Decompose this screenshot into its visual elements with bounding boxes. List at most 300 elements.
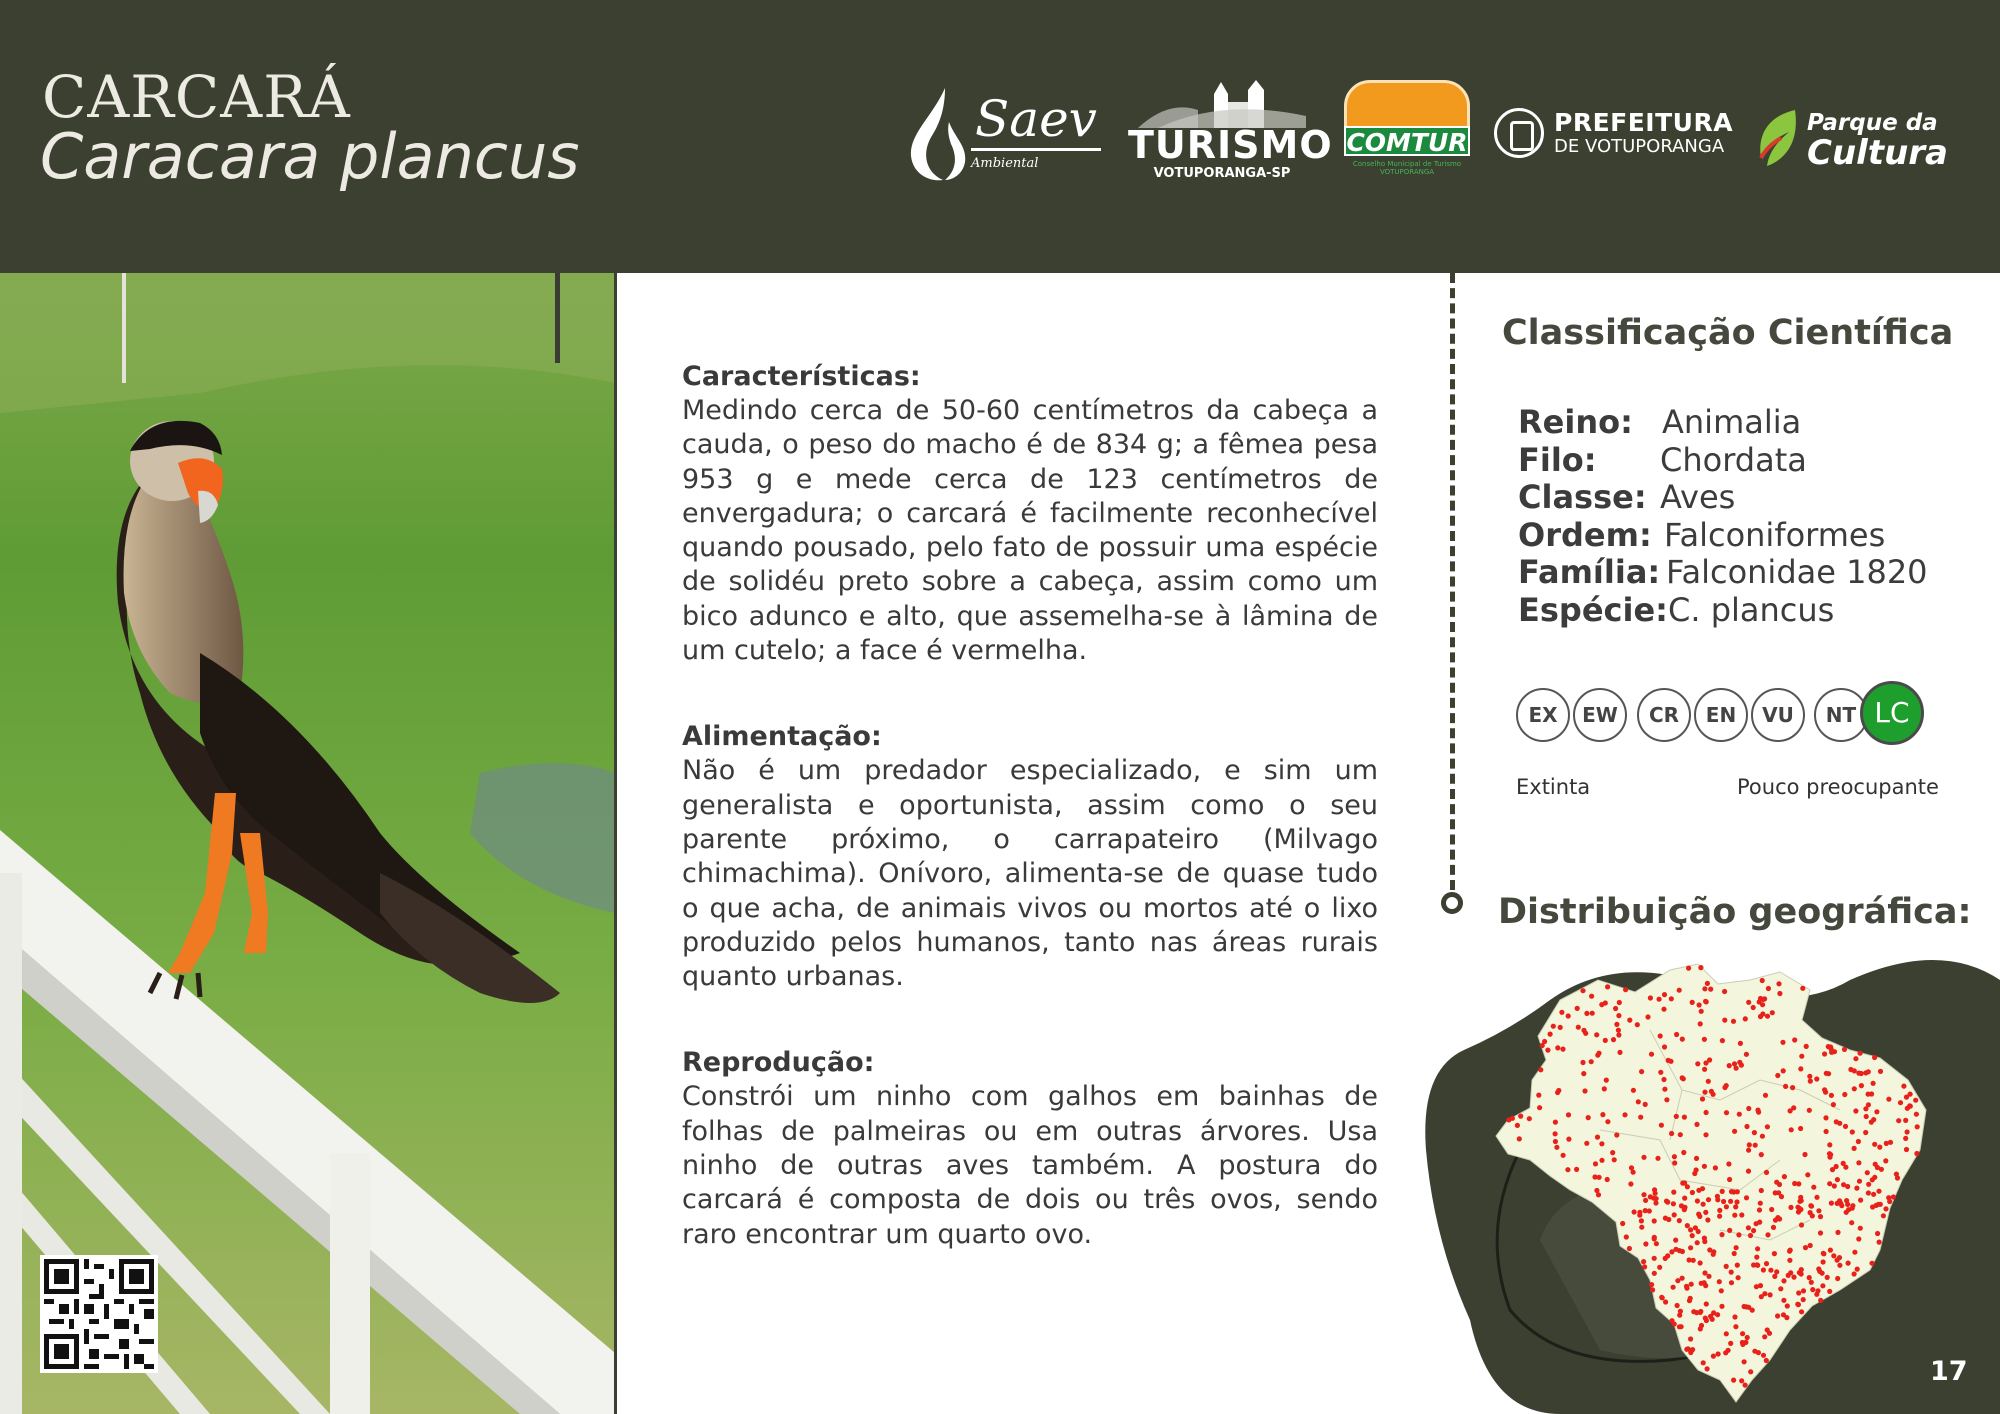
- occurrence-dot: [1872, 1055, 1877, 1060]
- occurrence-dot: [1662, 1044, 1667, 1049]
- occurrence-dot: [1684, 1284, 1689, 1289]
- occurrence-dot: [1822, 1051, 1827, 1056]
- occurrence-dot: [1575, 1006, 1580, 1011]
- occurrence-dot: [1789, 1127, 1794, 1132]
- occurrence-dot: [1827, 1181, 1832, 1186]
- distribution-title: Distribuição geográfica:: [1498, 892, 1972, 932]
- occurrence-dot: [1565, 1167, 1570, 1172]
- occurrence-dot: [1914, 1151, 1919, 1156]
- occurrence-dot: [1853, 1108, 1858, 1113]
- occurrence-dot: [1771, 1225, 1776, 1230]
- occurrence-dot: [1643, 1241, 1648, 1246]
- occurrence-dot: [1856, 1236, 1861, 1241]
- occurrence-dot: [1702, 1270, 1707, 1275]
- occurrence-dot: [1738, 1041, 1743, 1046]
- occurrence-dot: [1835, 1177, 1840, 1182]
- occurrence-dot: [1810, 1213, 1815, 1218]
- occurrence-dot: [1589, 1059, 1594, 1064]
- qr-code-icon: [44, 1259, 154, 1369]
- occurrence-dot: [1822, 1087, 1827, 1092]
- occurrence-dot: [1798, 1207, 1803, 1212]
- occurrence-dot: [1719, 1304, 1724, 1309]
- occurrence-dot: [1719, 1288, 1724, 1293]
- occurrence-dot: [1506, 1117, 1511, 1122]
- occurrence-dot: [1554, 1145, 1559, 1150]
- occurrence-dot: [1801, 1288, 1806, 1293]
- classification-row-filo: [1518, 440, 1807, 480]
- occurrence-dot: [1908, 1092, 1913, 1097]
- prefeitura-line2: DE VOTUPORANGA: [1554, 136, 1725, 157]
- occurrence-dot: [1786, 1273, 1791, 1278]
- occurrence-dot: [1875, 1231, 1880, 1236]
- occurrence-dot: [1829, 1093, 1834, 1098]
- saev-subtitle: Ambiental: [971, 156, 1039, 171]
- occurrence-dot: [1638, 1115, 1643, 1120]
- occurrence-dot: [1764, 1170, 1769, 1175]
- reproducao-text: Constrói um ninho com galhos em bainhas de folhas de palmeiras ou em outras árvores. Usa ninho de outras aves também. A postura do carcará é composta de dois ou três ovos, sendo raro encontrar um quarto ovo.: [682, 1081, 1378, 1250]
- occurrence-dot: [1772, 1274, 1777, 1279]
- occurrence-dot: [1874, 1109, 1879, 1114]
- occurrence-dot: [1881, 1213, 1886, 1218]
- occurrence-dot: [1791, 1275, 1796, 1280]
- occurrence-dot: [1799, 1309, 1804, 1314]
- occurrence-dot: [1877, 1145, 1882, 1150]
- occurrence-dot: [1641, 1155, 1646, 1160]
- occurrence-dot: [1826, 1071, 1831, 1076]
- occurrence-dot: [1518, 1114, 1523, 1119]
- occurrence-dot: [1808, 1079, 1813, 1084]
- occurrence-dot: [1566, 1112, 1571, 1117]
- occurrence-dot: [1688, 1245, 1693, 1250]
- occurrence-dot: [1762, 1334, 1767, 1339]
- occurrence-dot: [1664, 1199, 1669, 1204]
- comtur-logo: [1344, 80, 1470, 176]
- occurrence-dot: [1837, 1263, 1842, 1268]
- occurrence-dot: [1728, 1341, 1733, 1346]
- occurrence-dot: [1703, 999, 1708, 1004]
- occurrence-dot: [1715, 1312, 1720, 1317]
- occurrence-dot: [1792, 1181, 1797, 1186]
- occurrence-dot: [1837, 1198, 1842, 1203]
- occurrence-dot: [1560, 1047, 1565, 1052]
- occurrence-dot: [1517, 1136, 1522, 1141]
- occurrence-dot: [1835, 1230, 1840, 1235]
- occurrence-dot: [1827, 1142, 1832, 1147]
- occurrence-dot: [1807, 1108, 1812, 1113]
- occurrence-dot: [1866, 1190, 1871, 1195]
- occurrence-dot: [1668, 1059, 1673, 1064]
- occurrence-dot: [1869, 1261, 1874, 1266]
- city-seal-icon: [1494, 108, 1544, 158]
- classification-value: Chordata: [1660, 440, 1807, 479]
- occurrence-dot: [1853, 1056, 1858, 1061]
- section-alimentacao: [682, 720, 1378, 994]
- occurrence-dot: [1755, 1262, 1760, 1267]
- occurrence-dot: [1623, 987, 1628, 992]
- occurrence-dot: [1720, 1038, 1725, 1043]
- occurrence-dot: [1705, 981, 1710, 986]
- occurrence-dot: [1815, 1288, 1820, 1293]
- occurrence-dot: [1820, 1283, 1825, 1288]
- occurrence-dot: [1717, 1208, 1722, 1213]
- occurrence-dot: [1816, 1208, 1821, 1213]
- occurrence-dot: [1817, 1269, 1822, 1274]
- occurrence-dot: [1678, 1132, 1683, 1137]
- occurrence-dot: [1742, 1304, 1747, 1309]
- occurrence-dot: [1801, 1297, 1806, 1302]
- occurrence-dot: [1679, 1324, 1684, 1329]
- occurrence-dot: [1698, 1021, 1703, 1026]
- occurrence-dot: [1798, 1126, 1803, 1131]
- occurrence-dot: [1795, 1302, 1800, 1307]
- occurrence-dot: [1904, 1147, 1909, 1152]
- occurrence-dot: [1690, 1000, 1695, 1005]
- occurrence-dot: [1682, 1196, 1687, 1201]
- occurrence-dot: [1835, 1276, 1840, 1281]
- status-badge-en: EN: [1694, 688, 1748, 742]
- occurrence-dot: [1515, 1123, 1520, 1128]
- classification-key: Classe:: [1518, 478, 1647, 516]
- occurrence-dot: [1737, 1112, 1742, 1117]
- occurrence-dot: [1760, 978, 1765, 983]
- occurrence-dot: [1772, 1251, 1777, 1256]
- occurrence-dot: [1637, 1213, 1642, 1218]
- occurrence-dot: [1542, 1039, 1547, 1044]
- occurrence-dot: [1798, 1066, 1803, 1071]
- occurrence-dot: [1805, 1172, 1810, 1177]
- occurrence-dot: [1545, 1048, 1550, 1053]
- occurrence-dot: [1777, 991, 1782, 996]
- occurrence-dot: [1732, 1314, 1737, 1319]
- occurrence-dot: [1536, 1093, 1541, 1098]
- occurrence-dot: [1866, 1092, 1871, 1097]
- occurrence-dot: [1555, 1045, 1560, 1050]
- occurrence-dot: [1675, 1303, 1680, 1308]
- occurrence-dot: [1614, 1132, 1619, 1137]
- occurrence-dot: [1872, 1142, 1877, 1147]
- status-badge-nt: NT: [1814, 688, 1868, 742]
- occurrence-dot: [1648, 1194, 1653, 1199]
- occurrence-dot: [1673, 1238, 1678, 1243]
- occurrence-dot: [1736, 1232, 1741, 1237]
- occurrence-dot: [1617, 1000, 1622, 1005]
- occurrence-dot: [1731, 1378, 1736, 1383]
- species-common-name: CARCARÁ: [42, 63, 351, 131]
- occurrence-dot: [1613, 1006, 1618, 1011]
- occurrence-dot: [1696, 1212, 1701, 1217]
- occurrence-dot: [1775, 1073, 1780, 1078]
- occurrence-dot: [1715, 1194, 1720, 1199]
- occurrence-dot: [1886, 1097, 1891, 1102]
- occurrence-dot: [1746, 1169, 1751, 1174]
- occurrence-dot: [1666, 1217, 1671, 1222]
- occurrence-dot: [1781, 1298, 1786, 1303]
- occurrence-dot: [1852, 1146, 1857, 1151]
- occurrence-dot: [1744, 1052, 1749, 1057]
- occurrence-dot: [1913, 1098, 1918, 1103]
- occurrence-dot: [1849, 1220, 1854, 1225]
- occurrence-dot: [1695, 1061, 1700, 1066]
- occurrence-dot: [1871, 1081, 1876, 1086]
- status-label-low: Extinta: [1516, 775, 1591, 799]
- classification-title: Classificação Científica: [1502, 313, 1954, 353]
- occurrence-dot: [1732, 1129, 1737, 1134]
- occurrence-dot: [1682, 1180, 1687, 1185]
- occurrence-dot: [1765, 1327, 1770, 1332]
- occurrence-dot: [1825, 1275, 1830, 1280]
- occurrence-dot: [1734, 1066, 1739, 1071]
- occurrence-dot: [1785, 1303, 1790, 1308]
- occurrence-dot: [1702, 1037, 1707, 1042]
- occurrence-dot: [1788, 1205, 1793, 1210]
- occurrence-dot: [1561, 1153, 1566, 1158]
- occurrence-dot: [1702, 986, 1707, 991]
- status-badge-lc-current: LC: [1860, 681, 1924, 745]
- occurrence-dot: [1672, 1212, 1677, 1217]
- photo-border: [614, 273, 617, 1414]
- classification-row-ordem: [1518, 515, 1886, 555]
- occurrence-dot: [1704, 1301, 1709, 1306]
- occurrence-dot: [1605, 1177, 1610, 1182]
- occurrence-dot: [1896, 1118, 1901, 1123]
- occurrence-dot: [1595, 1135, 1600, 1140]
- occurrence-dot: [1697, 1002, 1702, 1007]
- occurrence-dot: [1850, 1129, 1855, 1134]
- occurrence-dot: [1898, 1100, 1903, 1105]
- occurrence-dot: [1808, 1203, 1813, 1208]
- occurrence-dot: [1703, 1132, 1708, 1137]
- occurrence-dot: [1581, 1071, 1586, 1076]
- occurrence-dot: [1827, 1289, 1832, 1294]
- occurrence-dot: [1642, 1264, 1647, 1269]
- species-scientific-name: Caracara plancus: [40, 120, 580, 193]
- occurrence-dot: [1863, 1130, 1868, 1135]
- occurrence-dot: [1746, 1225, 1751, 1230]
- occurrence-dot: [1807, 1074, 1812, 1079]
- occurrence-dot: [1769, 1207, 1774, 1212]
- occurrence-dot: [1655, 1156, 1660, 1161]
- occurrence-dot: [1690, 1190, 1695, 1195]
- occurrence-dot: [1728, 1199, 1733, 1204]
- classification-key: Ordem:: [1518, 515, 1652, 554]
- occurrence-dot: [1878, 1069, 1883, 1074]
- occurrence-dot: [1652, 1218, 1657, 1223]
- occurrence-dot: [1773, 1218, 1778, 1223]
- occurrence-dot: [1781, 1068, 1786, 1073]
- status-label-high: Pouco preocupante: [1737, 775, 1939, 799]
- occurrence-dot: [1720, 1189, 1725, 1194]
- occurrence-dot: [1729, 1280, 1734, 1285]
- occurrence-dot: [1641, 1259, 1646, 1264]
- classification-row-especie: [1518, 590, 1835, 630]
- brazil-distribution-map: [1420, 940, 2000, 1414]
- occurrence-dot: [1548, 1032, 1553, 1037]
- occurrence-dot: [1617, 1050, 1622, 1055]
- occurrence-dot: [1662, 992, 1667, 997]
- occurrence-dot: [1724, 1264, 1729, 1269]
- occurrence-dot: [1689, 1282, 1694, 1287]
- occurrence-dot: [1774, 1269, 1779, 1274]
- occurrence-dot: [1832, 1183, 1837, 1188]
- occurrence-dot: [1610, 1150, 1615, 1155]
- classification-key: Reino:: [1518, 403, 1633, 441]
- occurrence-dot: [1663, 1256, 1668, 1261]
- occurrence-dot: [1713, 1165, 1718, 1170]
- classification-key: Família:: [1518, 553, 1661, 591]
- occurrence-dot: [1682, 1115, 1687, 1120]
- occurrence-dot: [1616, 1013, 1621, 1018]
- occurrence-dot: [1846, 1207, 1851, 1212]
- occurrence-dot: [1553, 1139, 1558, 1144]
- occurrence-dot: [1590, 1011, 1595, 1016]
- occurrence-dot: [1803, 1245, 1808, 1250]
- occurrence-dot: [1759, 1188, 1764, 1193]
- occurrence-dot: [1766, 986, 1771, 991]
- occurrence-dot: [1652, 1235, 1657, 1240]
- occurrence-dot: [1759, 1152, 1764, 1157]
- occurrence-dot: [1799, 1054, 1804, 1059]
- occurrence-dot: [1745, 1335, 1750, 1340]
- occurrence-dot: [1856, 1160, 1861, 1165]
- prefeitura-line1: PREFEITURA: [1554, 108, 1734, 137]
- occurrence-dot: [1614, 1022, 1619, 1027]
- occurrence-dot: [1828, 1248, 1833, 1253]
- occurrence-dot: [1704, 1110, 1709, 1115]
- occurrence-dot: [1798, 1195, 1803, 1200]
- occurrence-dot: [1671, 1190, 1676, 1195]
- occurrence-dot: [1739, 1378, 1744, 1383]
- occurrence-dot: [1695, 1198, 1700, 1203]
- occurrence-dot: [1664, 1097, 1669, 1102]
- classification-value: Falconidae 1820: [1666, 553, 1928, 591]
- occurrence-dot: [1751, 1228, 1756, 1233]
- status-badge-ew: EW: [1573, 688, 1627, 742]
- occurrence-dot: [1852, 1250, 1857, 1255]
- occurrence-dot: [1576, 1025, 1581, 1030]
- occurrence-dot: [1858, 1198, 1863, 1203]
- occurrence-dot: [1776, 981, 1781, 986]
- occurrence-dot: [1736, 1275, 1741, 1280]
- occurrence-dot: [1643, 1198, 1648, 1203]
- occurrence-dot: [1765, 1014, 1770, 1019]
- occurrence-dot: [1659, 1123, 1664, 1128]
- occurrence-dot: [1595, 1053, 1600, 1058]
- occurrence-dot: [1850, 1203, 1855, 1208]
- prefeitura-logo: [1494, 106, 1734, 162]
- occurrence-dot: [1574, 1167, 1579, 1172]
- status-badge-vu: VU: [1751, 688, 1805, 742]
- occurrence-dot: [1629, 1165, 1634, 1170]
- occurrence-dot: [1866, 1182, 1871, 1187]
- occurrence-dot: [1694, 1167, 1699, 1172]
- occurrence-dot: [1760, 1134, 1765, 1139]
- vertical-divider: [1450, 273, 1455, 890]
- classification-row-reino: [1518, 403, 1802, 442]
- occurrence-dot: [1722, 1085, 1727, 1090]
- occurrence-dot: [1891, 1194, 1896, 1199]
- occurrence-dot: [1757, 1207, 1762, 1212]
- occurrence-dot: [1800, 986, 1805, 991]
- occurrence-dot: [1841, 1161, 1846, 1166]
- occurrence-dot: [1903, 1118, 1908, 1123]
- occurrence-dot: [1727, 1228, 1732, 1233]
- occurrence-dot: [1603, 1000, 1608, 1005]
- occurrence-dot: [1631, 1088, 1636, 1093]
- occurrence-dot: [1690, 1347, 1695, 1352]
- occurrence-dot: [1603, 1038, 1608, 1043]
- occurrence-dot: [1596, 1192, 1601, 1197]
- occurrence-dot: [1903, 1136, 1908, 1141]
- occurrence-dot: [1594, 1032, 1599, 1037]
- occurrence-dot: [1732, 1213, 1737, 1218]
- occurrence-dot: [1704, 1318, 1709, 1323]
- occurrence-dot: [1831, 1102, 1836, 1107]
- comtur-subtitle-line2: VOTUPORANGA: [1379, 168, 1435, 177]
- occurrence-dot: [1566, 1137, 1571, 1142]
- qr-code[interactable]: [40, 1255, 158, 1373]
- occurrence-dot: [1674, 1114, 1679, 1119]
- occurrence-dot: [1652, 1271, 1657, 1276]
- description-column: [682, 360, 1378, 1304]
- occurrence-dot: [1589, 994, 1594, 999]
- occurrence-dot: [1551, 1024, 1556, 1029]
- occurrence-dot: [1821, 1251, 1826, 1256]
- occurrence-dot: [1685, 1223, 1690, 1228]
- occurrence-dot: [1757, 1220, 1762, 1225]
- occurrence-dot: [1865, 1170, 1870, 1175]
- occurrence-dot: [1659, 1295, 1664, 1300]
- occurrence-dot: [1907, 1103, 1912, 1108]
- occurrence-dot: [1553, 1120, 1558, 1125]
- occurrence-dot: [1863, 1106, 1868, 1111]
- occurrence-dot: [1700, 1096, 1705, 1101]
- occurrence-dot: [1752, 1130, 1757, 1135]
- occurrence-dot: [1807, 1275, 1812, 1280]
- leaf-icon: [1755, 108, 1801, 168]
- occurrence-dot: [1702, 1067, 1707, 1072]
- occurrence-dot: [1830, 1167, 1835, 1172]
- occurrence-dot: [1787, 1258, 1792, 1263]
- occurrence-dot: [1824, 1129, 1829, 1134]
- occurrence-dot: [1894, 1172, 1899, 1177]
- occurrence-dot: [1809, 1280, 1814, 1285]
- occurrence-dot: [1702, 1164, 1707, 1169]
- occurrence-dot: [1709, 1089, 1714, 1094]
- occurrence-dot: [1649, 1052, 1654, 1057]
- occurrence-dot: [1843, 1124, 1848, 1129]
- classification-row-classe: [1518, 478, 1736, 517]
- occurrence-dot: [1788, 1248, 1793, 1253]
- occurrence-dot: [1559, 1010, 1564, 1015]
- occurrence-dot: [1639, 1225, 1644, 1230]
- turismo-wordmark: TURISMO: [1128, 123, 1333, 167]
- occurrence-dot: [1674, 1032, 1679, 1037]
- occurrence-dot: [1758, 1201, 1763, 1206]
- occurrence-dot: [1857, 1179, 1862, 1184]
- occurrence-dot: [1580, 988, 1585, 993]
- occurrence-dot: [1856, 1071, 1861, 1076]
- occurrence-dot: [1612, 1157, 1617, 1162]
- occurrence-dot: [1661, 1077, 1666, 1082]
- occurrence-dot: [1754, 1255, 1759, 1260]
- occurrence-dot: [1905, 1129, 1910, 1134]
- occurrence-dot: [1698, 965, 1703, 970]
- occurrence-dot: [1627, 1018, 1632, 1023]
- occurrence-dot: [1707, 1247, 1712, 1252]
- occurrence-dot: [1764, 1358, 1769, 1363]
- occurrence-dot: [1729, 1189, 1734, 1194]
- occurrence-dot: [1740, 1342, 1745, 1347]
